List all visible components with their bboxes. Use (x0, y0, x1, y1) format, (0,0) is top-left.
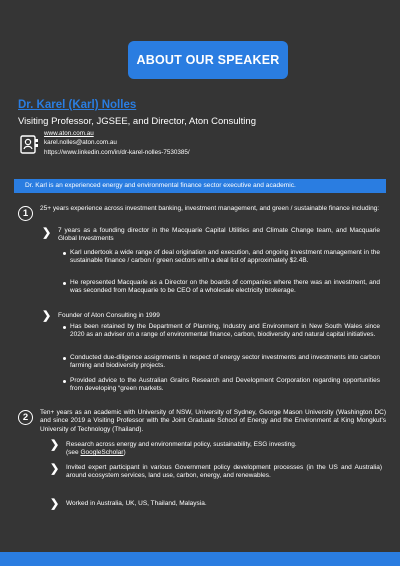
chevron-right-icon: ❯ (42, 227, 52, 239)
chevron-right-icon: ❯ (50, 463, 60, 475)
section2-item-1 (66, 441, 382, 458)
section1-sub1-text: 7 years as a founding director in the Macquarie Capital Utilities and Climate Change team, and Macquarie Global Investments (58, 227, 380, 243)
linkedin-link[interactable]: https://www.linkedin.com/in/dr-karel-nolles-7530385/ (44, 148, 190, 156)
section1-sub1-bullet-2: He represented Macquarie as a Director on the boards of companies where there was an investment, and was seconded from Macquarie to be CEO of a wholesale electricity brokerage. (70, 279, 380, 295)
section-number-1 (18, 206, 33, 221)
google-scholar-link[interactable]: GoogleScholar (80, 449, 124, 457)
section-number-label: 2 (22, 412, 29, 423)
bullet-icon (63, 282, 66, 285)
section1-sub2-bullet-3: Provided advice to the Australian Grains Research and Development Corporation regarding opportunities from developing “green markets. (70, 377, 380, 393)
section1-sub1-bullet-1: Karl undertook a wide range of deal origination and execution, and ongoing investment management in the sustainable finance / carbon / green sectors with a deal list of approximately $2.4B. (70, 249, 380, 265)
about-speaker-banner (128, 41, 288, 79)
contact-card-icon (20, 133, 40, 155)
section2-item-3: Worked in Australia, UK, US, Thailand, Malaysia. (66, 500, 207, 507)
chevron-right-icon: ❯ (42, 310, 52, 322)
scholar-reference (66, 449, 382, 457)
bullet-icon (63, 380, 66, 383)
email-link[interactable]: karel.nolles@aton.com.au (44, 139, 117, 147)
section2-item-1-text: Research across energy and environmental policy, sustainability, ESG investing. (66, 441, 297, 448)
website-link[interactable]: www.aton.com.au (44, 130, 94, 137)
bullet-icon (63, 326, 66, 329)
chevron-right-icon: ❯ (50, 498, 60, 510)
section1-sub2-text: Founder of Aton Consulting in 1999 (58, 312, 160, 319)
intro-bar (14, 179, 386, 193)
contact-list (44, 129, 190, 157)
page-title: ABOUT OUR SPEAKER (136, 53, 280, 67)
section2-item-2: Invited expert participant in various Government policy development processes (in the US and Australia) around ecosystem services, land use, carbon, energy, and renewables. (66, 464, 382, 480)
bullet-icon (63, 252, 66, 255)
speaker-name[interactable]: Dr. Karel (Karl) Nolles (18, 99, 137, 111)
section1-sub2-bullet-2: Conducted due-diligence assignments in respect of energy sector investments and investments into carbon farming and biodiversity projects. (70, 354, 380, 370)
section1-text: 25+ years experience across investment banking, investment management, and green / sustainable finance including: (40, 205, 380, 212)
section2-text: Ten+ years as an academic with University of NSW, University of Sydney, George Mason University (Washington DC) and since 2019 a Visiting Professor with the Joint Graduate School of Energy and the Environment at King Mongkut’s University of Technology (Thailand). (40, 409, 386, 433)
bullet-icon (63, 357, 66, 360)
chevron-right-icon: ❯ (50, 439, 60, 451)
section-number-label: 1 (22, 208, 29, 219)
see-prefix: (see (66, 449, 81, 457)
speaker-role: Visiting Professor, JGSEE, and Director, Aton Consulting (18, 116, 256, 127)
see-suffix: ) (123, 449, 126, 457)
footer-bar (0, 552, 400, 566)
section-number-2 (18, 410, 33, 425)
intro-text: Dr. Karl is an experienced energy and environmental finance sector executive and academic. (25, 182, 296, 189)
section1-sub2-bullet-1: Has been retained by the Department of Planning, Industry and Environment in New South Wales since 2020 as an adviser on a range of environmental finance, carbon, biodiversity and natural capital initiatives. (70, 323, 380, 339)
